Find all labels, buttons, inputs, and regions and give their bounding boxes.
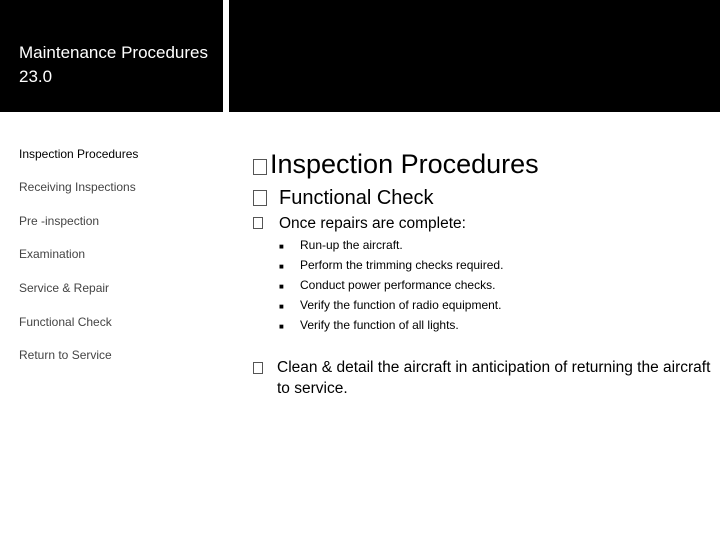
- step-text: Conduct power performance checks.: [300, 278, 496, 292]
- square-bullet-icon: ■: [279, 282, 284, 291]
- square-bullet-icon: ■: [279, 322, 284, 331]
- sidebar-item-service-repair[interactable]: Service & Repair: [19, 281, 110, 295]
- sidebar-item-pre-inspection[interactable]: Pre -inspection: [19, 214, 100, 228]
- header-band: [229, 0, 720, 112]
- sidebar-item-receiving-inspections[interactable]: Receiving Inspections: [19, 180, 136, 194]
- sidebar: [0, 112, 229, 540]
- final-text: Clean & detail the aircraft in anticipation of returning the aircraft to service.: [277, 359, 711, 397]
- final-bullet-row: [253, 359, 279, 379]
- level1-row: [253, 186, 434, 210]
- square-bullet-icon: ■: [279, 302, 284, 311]
- step-text: Verify the function of all lights.: [300, 318, 459, 332]
- square-bullet-icon: ■: [279, 242, 284, 251]
- content-heading-row: [253, 148, 539, 180]
- slide-title: Maintenance Procedures 23.0: [19, 43, 209, 86]
- level2-row: [253, 214, 466, 234]
- sidebar-item-examination[interactable]: Examination: [19, 247, 86, 261]
- content-area: [229, 112, 720, 540]
- step-text: Verify the function of radio equipment.: [300, 298, 502, 312]
- bullet-box-icon: [253, 362, 263, 374]
- bullet-box-icon: [253, 217, 263, 229]
- step-text: Perform the trimming checks required.: [300, 258, 504, 272]
- square-bullet-icon: ■: [279, 262, 284, 271]
- sidebar-item-inspection-procedures[interactable]: Inspection Procedures: [19, 147, 139, 161]
- content-heading: Inspection Procedures: [270, 149, 539, 179]
- sidebar-item-functional-check[interactable]: Functional Check: [19, 315, 112, 329]
- step-text: Run-up the aircraft.: [300, 238, 403, 252]
- level2-text: Once repairs are complete:: [279, 215, 466, 232]
- sidebar-item-return-to-service[interactable]: Return to Service: [19, 348, 112, 362]
- level1-text: Functional Check: [279, 187, 434, 209]
- bullet-box-icon: [253, 159, 267, 175]
- title-panel: [0, 0, 223, 112]
- bullet-box-icon: [253, 190, 267, 206]
